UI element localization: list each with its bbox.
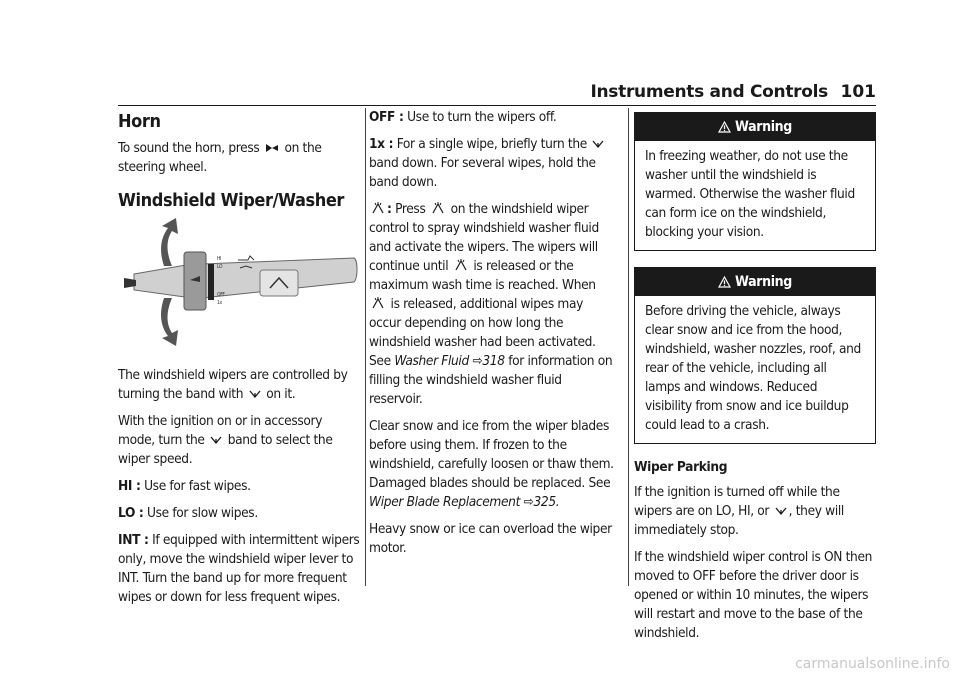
page-header: [118, 80, 876, 106]
washer-fluid-link[interactable]: Washer Fluid: [394, 353, 469, 369]
warning-header: Warning: [635, 268, 875, 296]
lo-paragraph: LO : Use for slow wipes.: [118, 505, 258, 521]
figure-label-hi: HI: [217, 256, 222, 262]
wiper-heading: Windshield Wiper/Washer: [118, 190, 345, 211]
warning-text: In freezing weather, do not use the washer until the windshield is warmed. Otherwise the washer fluid can form ice on the windshield, blocking your vision.: [645, 148, 855, 240]
clear-snow-paragraph: Clear snow and ice from the wiper blades before using them. If frozen to the windshield, carefully loosen or thaw them. Damaged blades should be replaced. See Wiper Blade Replacement ⇨325.: [369, 418, 614, 510]
heavy-snow-paragraph: Heavy snow or ice can overload the wiper motor.: [369, 521, 612, 556]
wiper-parking-paragraph: If the ignition is turned off while the wipers are on LO, HI, or , they will immediately stop.: [634, 484, 844, 538]
figure-label-off: OFF: [217, 292, 225, 298]
ignition-paragraph: With the ignition on or in accessory mode, turn the band to select the wiper speed.: [118, 413, 333, 467]
column-1: [118, 108, 360, 615]
wiper-icon: [249, 388, 261, 400]
turn-up-arrow-icon: [161, 218, 178, 266]
wiper-blade-page-ref[interactable]: 325.: [533, 494, 560, 510]
horn-icon: [265, 142, 279, 154]
wiper-blade-replacement-link[interactable]: Wiper Blade Replacement: [369, 494, 521, 510]
wiper-icon: [775, 505, 787, 517]
column-divider: [365, 108, 366, 586]
horn-heading: Horn: [118, 111, 161, 132]
header-rule: [118, 105, 876, 106]
page-number: 101: [840, 82, 876, 102]
wiper-parking-heading: Wiper Parking: [634, 459, 728, 475]
warning-box-clear-snow: [634, 267, 876, 444]
warning-text: Before driving the vehicle, always clear snow and ice from the hood, windshield, washer nozzles, roof, and rear of the vehicle, including all lamps and windows. Reduced visibility from snow and ice buildup could lead to a crash.: [645, 303, 861, 433]
washer-fluid-page-ref[interactable]: 318: [482, 353, 505, 369]
int-paragraph: INT : If equipped with intermittent wipers only, move the windshield wiper lever to INT. Turn the band up for more frequent wipes or down for less frequent wipes.: [118, 532, 360, 605]
column-divider: [628, 108, 629, 586]
watermark: carmanualsonline.info: [795, 656, 950, 672]
figure-label-1x: 1x: [217, 300, 222, 306]
single-wipe-paragraph: 1x : For a single wipe, briefly turn the band down. For several wipes, hold the band down.: [369, 135, 614, 192]
washer-icon: [454, 258, 468, 272]
off-paragraph: OFF : Use to turn the wipers off.: [369, 109, 557, 125]
washer-icon: [371, 201, 385, 215]
page-ref-arrow-icon: ⇨: [472, 353, 483, 369]
washer-icon: [431, 201, 445, 215]
washer-paragraph: : Press on the windshield wiper control to spray windshield washer fluid and activate the wipers. The wipers will continue until is released or the maximum wash time is reached. When is released, additional wipes may occur depending on how long the windshield washer had been activated. See Washer Fluid ⇨318 for information on filling the windshield washer fluid reservoir.: [369, 201, 613, 407]
wiper-restart-paragraph: If the windshield wiper control is ON then moved to OFF before the driver door is opened or within 10 minutes, the wipers will restart and move to the base of the windshield.: [634, 549, 873, 641]
section-title: Instruments and Controls: [590, 82, 828, 102]
wiper-icon: [592, 138, 604, 150]
turn-down-arrow-icon: [161, 298, 178, 346]
column-3: [634, 108, 876, 651]
horn-paragraph: To sound the horn, press on the steering wheel.: [118, 140, 322, 175]
page-ref-arrow-icon: ⇨: [523, 494, 534, 510]
warning-box-freezing: [634, 112, 876, 251]
band-paragraph: The windshield wipers are controlled by turning the band with on it.: [118, 367, 348, 402]
column-2: [369, 108, 614, 566]
wiper-lever-illustration: [118, 218, 358, 348]
washer-icon: [371, 296, 385, 310]
warning-triangle-icon: [718, 276, 731, 288]
figure-label-lo: LO: [217, 264, 223, 270]
wiper-icon: [210, 434, 222, 446]
hi-paragraph: HI : Use for fast wipes.: [118, 478, 251, 494]
warning-triangle-icon: [718, 121, 731, 133]
warning-header: Warning: [635, 113, 875, 141]
